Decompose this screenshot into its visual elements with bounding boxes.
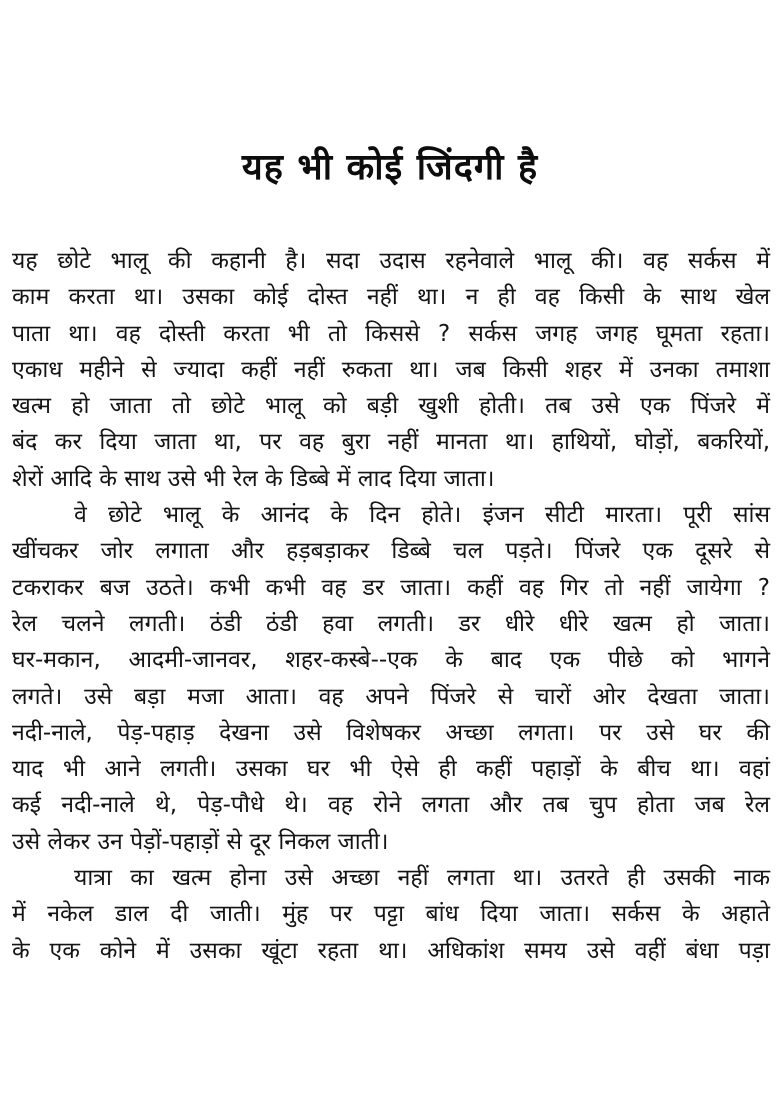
text-line: उसे लेकर उन पेड़ों-पहाड़ों से दूर निकल जाती। <box>12 828 389 855</box>
text-line: बंद कर दिया जाता था, पर वह बुरा नहीं मानता था। हाथियों, घोड़ों, बकरियों, <box>12 429 770 456</box>
text-line: वे छोटे भालू के आनंद के दिन होते। इंजन सीटी मारता। पूरी सांस <box>74 502 770 529</box>
text-line: खत्म हो जाता तो छोटे भालू को बड़ी खुशी होती। तब उसे एक पिंजरे में <box>12 393 770 420</box>
text-line: शेरों आदि के साथ उसे भी रेल के डिब्बे में लाद दिया जाता। <box>12 465 495 492</box>
text-line: कई नदी-नाले थे, पेड़-पौधे थे। वह रोने लगता और तब चुप होता जब रेल <box>12 792 770 819</box>
text-line: घर-मकान, आदमी-जानवर, शहर-कस्बे--एक के बाद एक पीछे को भागने <box>12 647 770 674</box>
text-line: के एक कोने में उसका खूंटा रहता था। अधिकांश समय उसे वहीं बंधा पड़ा <box>12 937 770 964</box>
text-line: एकाध महीने से ज्यादा कहीं नहीं रुकता था। जब किसी शहर में उनका तमाशा <box>12 356 770 383</box>
paragraph-3 <box>12 860 770 969</box>
chapter-title: यह भी कोई जिंदगी है <box>241 147 539 189</box>
text-line: याद भी आने लगती। उसका घर भी ऐसे ही कहीं पहाड़ों के बीच था। वहां <box>12 756 770 783</box>
text-line: रेल चलने लगती। ठंडी ठंडी हवा लगती। डर धीरे धीरे खत्म हो जाता। <box>12 610 770 637</box>
paragraph-2 <box>12 497 770 860</box>
text-line: नदी-नाले, पेड़-पहाड़ देखना उसे विशेषकर अच्छा लगता। पर उसे घर की <box>12 719 770 746</box>
paragraph-1 <box>12 243 770 497</box>
text-line: में नकेल डाल दी जाती। मुंह पर पट्टा बांध दिया जाता। सर्कस के अहाते <box>12 901 770 928</box>
text-line: काम करता था। उसका कोई दोस्त नहीं था। न ही वह किसी के साथ खेल <box>12 284 770 311</box>
text-line: लगते। उसे बड़ा मजा आता। वह अपने पिंजरे से चारों ओर देखता जाता। <box>12 683 770 710</box>
text-line: पाता था। वह दोस्ती करता भी तो किससे ? सर्कस जगह जगह घूमता रहता। <box>12 320 770 347</box>
story-body <box>12 243 770 969</box>
text-line: खींचकर जोर लगाता और हड़बड़ाकर डिब्बे चल पड़ते। पिंजरे एक दूसरे से <box>12 538 770 565</box>
text-line: यह छोटे भालू की कहानी है। सदा उदास रहनेवाले भालू की। वह सर्कस में <box>12 248 770 274</box>
text-line: यात्रा का खत्म होना उसे अच्छा नहीं लगता था। उतरते ही उसकी नाक <box>74 865 770 892</box>
text-line: टकराकर बज उठते। कभी कभी वह डर जाता। कहीं वह गिर तो नहीं जायेगा ? <box>12 574 770 601</box>
